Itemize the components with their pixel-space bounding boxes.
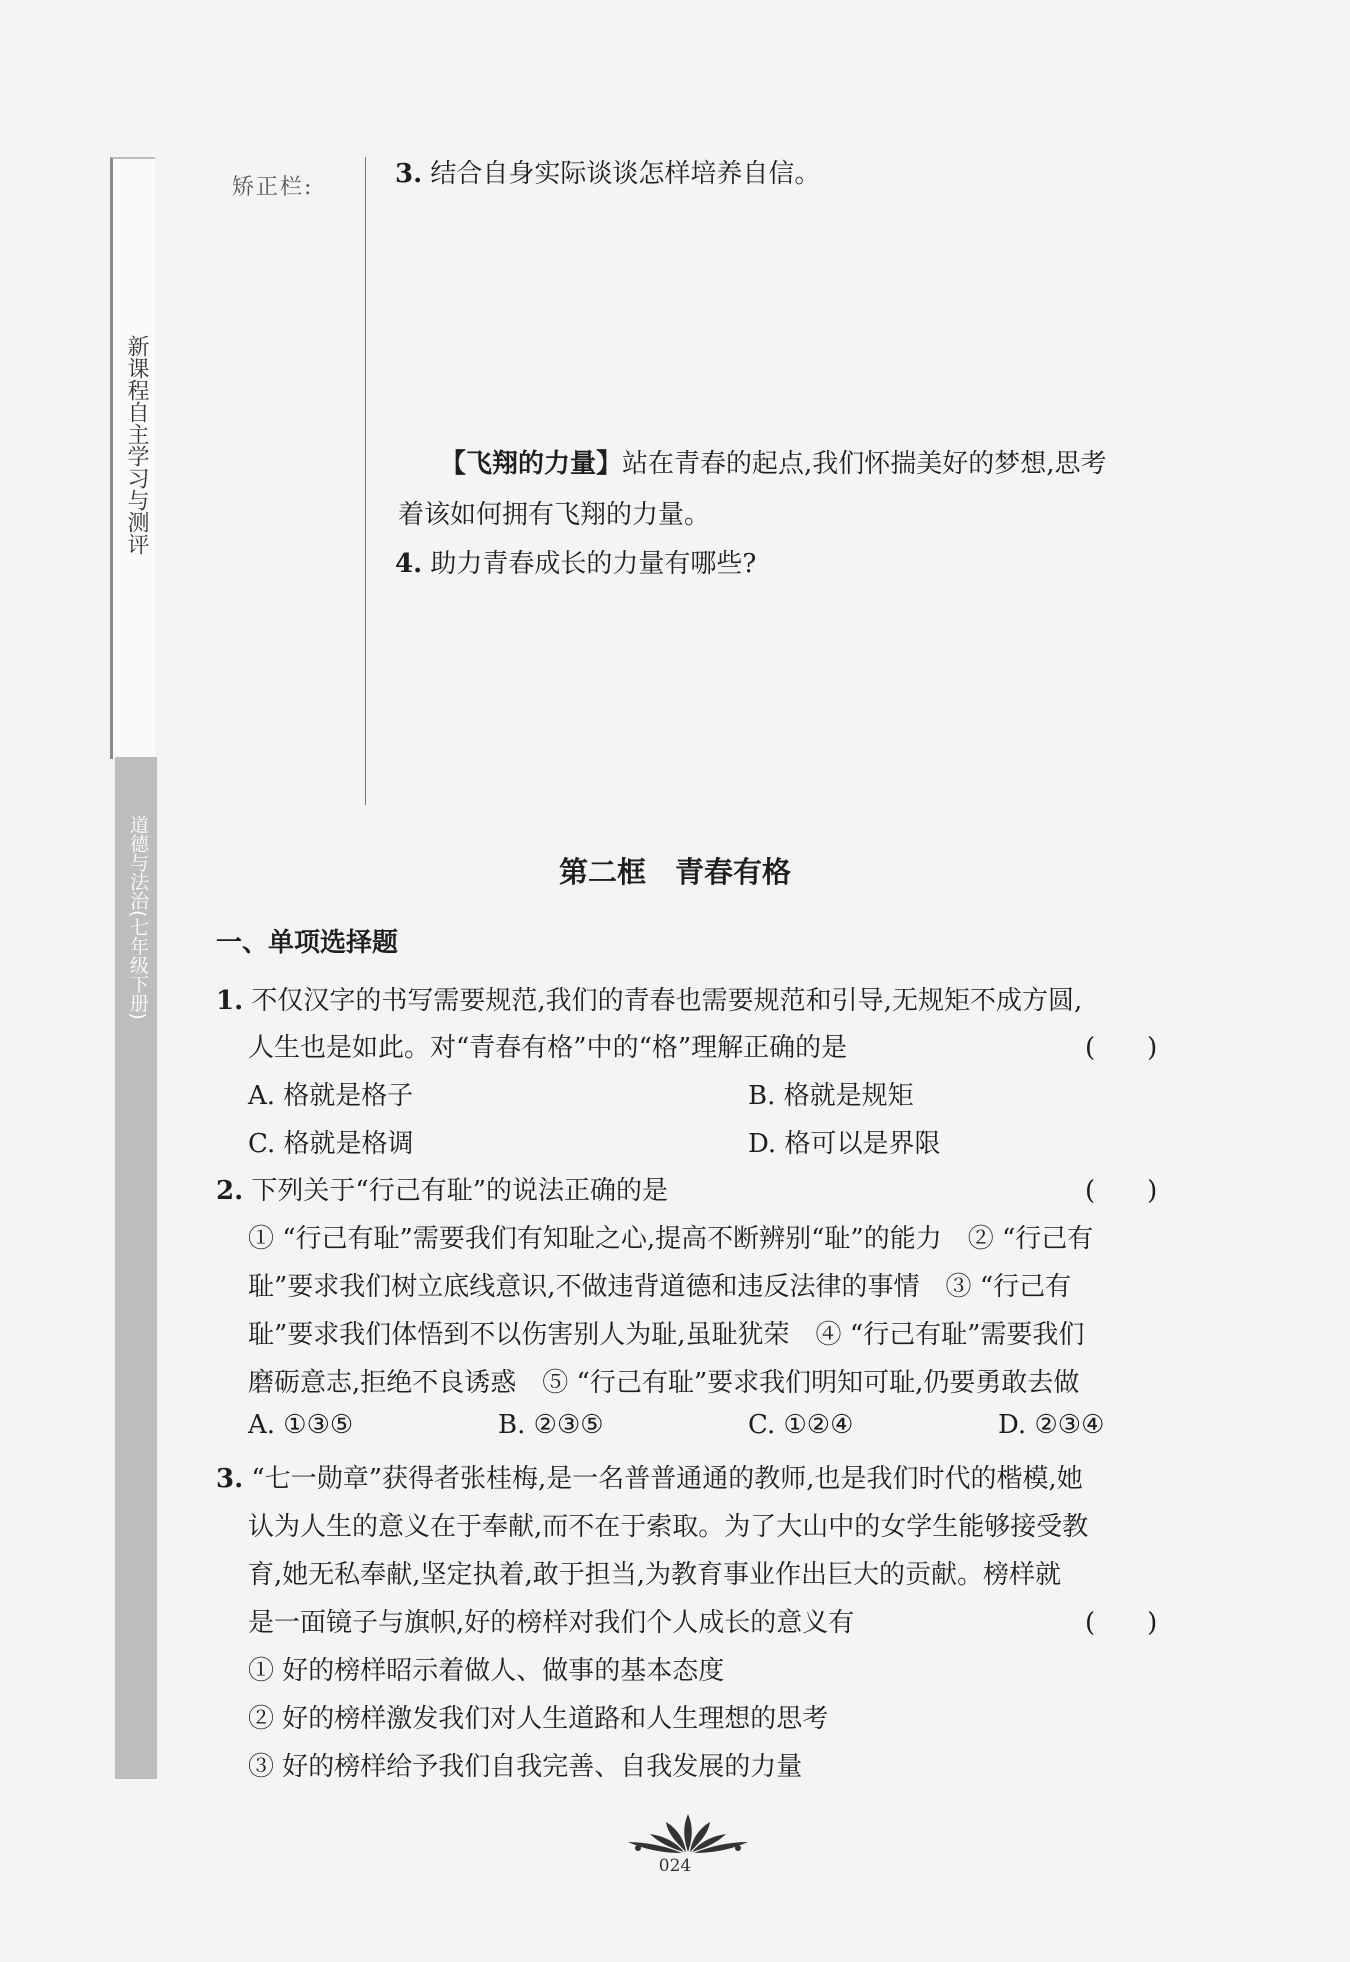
q2-option-d: D. ②③④ [998,1410,1105,1440]
feixiang-paragraph-line-2: 着该如何拥有飞翔的力量。 [398,500,711,530]
q3-line: 是一面镜子与旗帜,好的榜样对我们个人成长的意义有 [248,1608,855,1638]
q3-item-1: ① 好的榜样昭示着做人、做事的基本态度 [248,1656,725,1686]
question-number: 3. [395,159,423,189]
book-title-vertical: 新课程自主学习与测评 [124,335,149,555]
q1-line-2: 人生也是如此。对“青春有格”中的“格”理解正确的是 [248,1033,848,1063]
q3-item-2: ② 好的榜样激发我们对人生道路和人生理想的思考 [248,1704,829,1734]
question-text: “七一勋章”获得者张桂梅,是一名普普通通的教师,也是我们时代的楷模,她 [251,1464,1083,1494]
q1-option-b: B. 格就是规矩 [748,1081,914,1111]
q3-line: 育,她无私奉献,坚定执着,敢于担当,为教育事业作出巨大的贡献。榜样就 [248,1560,1062,1590]
lesson-title: 第二框 青春有格 [558,855,791,889]
feixiang-paragraph-line-1 [440,443,1107,480]
answer-bracket: ( ) [1085,1608,1158,1638]
question-number: 1. [216,986,244,1016]
feixiang-tag: 【飞翔的力量】 [440,449,623,479]
q3-item-3: ③ 好的榜样给予我们自我完善、自我发展的力量 [248,1752,803,1782]
q1-option-d: D. 格可以是界限 [748,1129,941,1159]
feixiang-text-1: 站在青春的起点,我们怀揣美好的梦想,思考 [622,449,1107,479]
q1-option-c: C. 格就是格调 [248,1129,414,1159]
page-number: 024 [658,1856,692,1876]
q2-line-1 [216,1170,668,1207]
question-number: 2. [216,1176,244,1206]
question-text: 下列关于“行己有耻”的说法正确的是 [251,1176,669,1206]
book-subtitle-vertical: 道德与法治(七年级下册) [127,815,149,1020]
question-text: 结合自身实际谈谈怎样培养自信。 [430,159,821,189]
question-number: 3. [216,1464,244,1494]
section-heading: 一、单项选择题 [216,928,399,958]
q2-body-line: 磨砺意志,拒绝不良诱惑 ⑤ “行己有耻”要求我们明知可耻,仍要勇敢去做 [248,1368,1080,1398]
upper-question-4 [395,543,756,580]
q1-option-a: A. 格就是格子 [248,1081,414,1111]
answer-bracket: ( ) [1085,1033,1158,1063]
upper-question-3 [395,153,820,190]
q2-option-c: C. ①②④ [748,1410,854,1440]
q2-body-line: 耻”要求我们树立底线意识,不做违背道德和违反法律的事情 ③ “行己有 [248,1272,1072,1302]
question-text: 助力青春成长的力量有哪些? [430,549,757,579]
correction-column-label: 矫正栏: [232,175,314,200]
leaf-ornament-icon [618,1812,758,1854]
answer-bracket: ( ) [1085,1176,1158,1206]
q3-line: 认为人生的意义在于奉献,而不在于索取。为了大山中的女学生能够接受教 [248,1512,1089,1542]
question-text: 不仅汉字的书写需要规范,我们的青春也需要规范和引导,无规矩不成方圆, [251,986,1083,1016]
q2-option-b: B. ②③⑤ [498,1410,604,1440]
q2-body-line: 耻”要求我们体悟到不以伤害别人为耻,虽耻犹荣 ④ “行己有耻”需要我们 [248,1320,1085,1350]
q1-line-1 [216,980,1082,1017]
question-number: 4. [395,549,423,579]
correction-column-divider [365,157,366,805]
q2-body-line: ① “行己有耻”需要我们有知耻之心,提高不断辨别“耻”的能力 ② “行己有 [248,1224,1094,1254]
q2-option-a: A. ①③⑤ [248,1410,354,1440]
q3-line-1 [216,1458,1083,1495]
